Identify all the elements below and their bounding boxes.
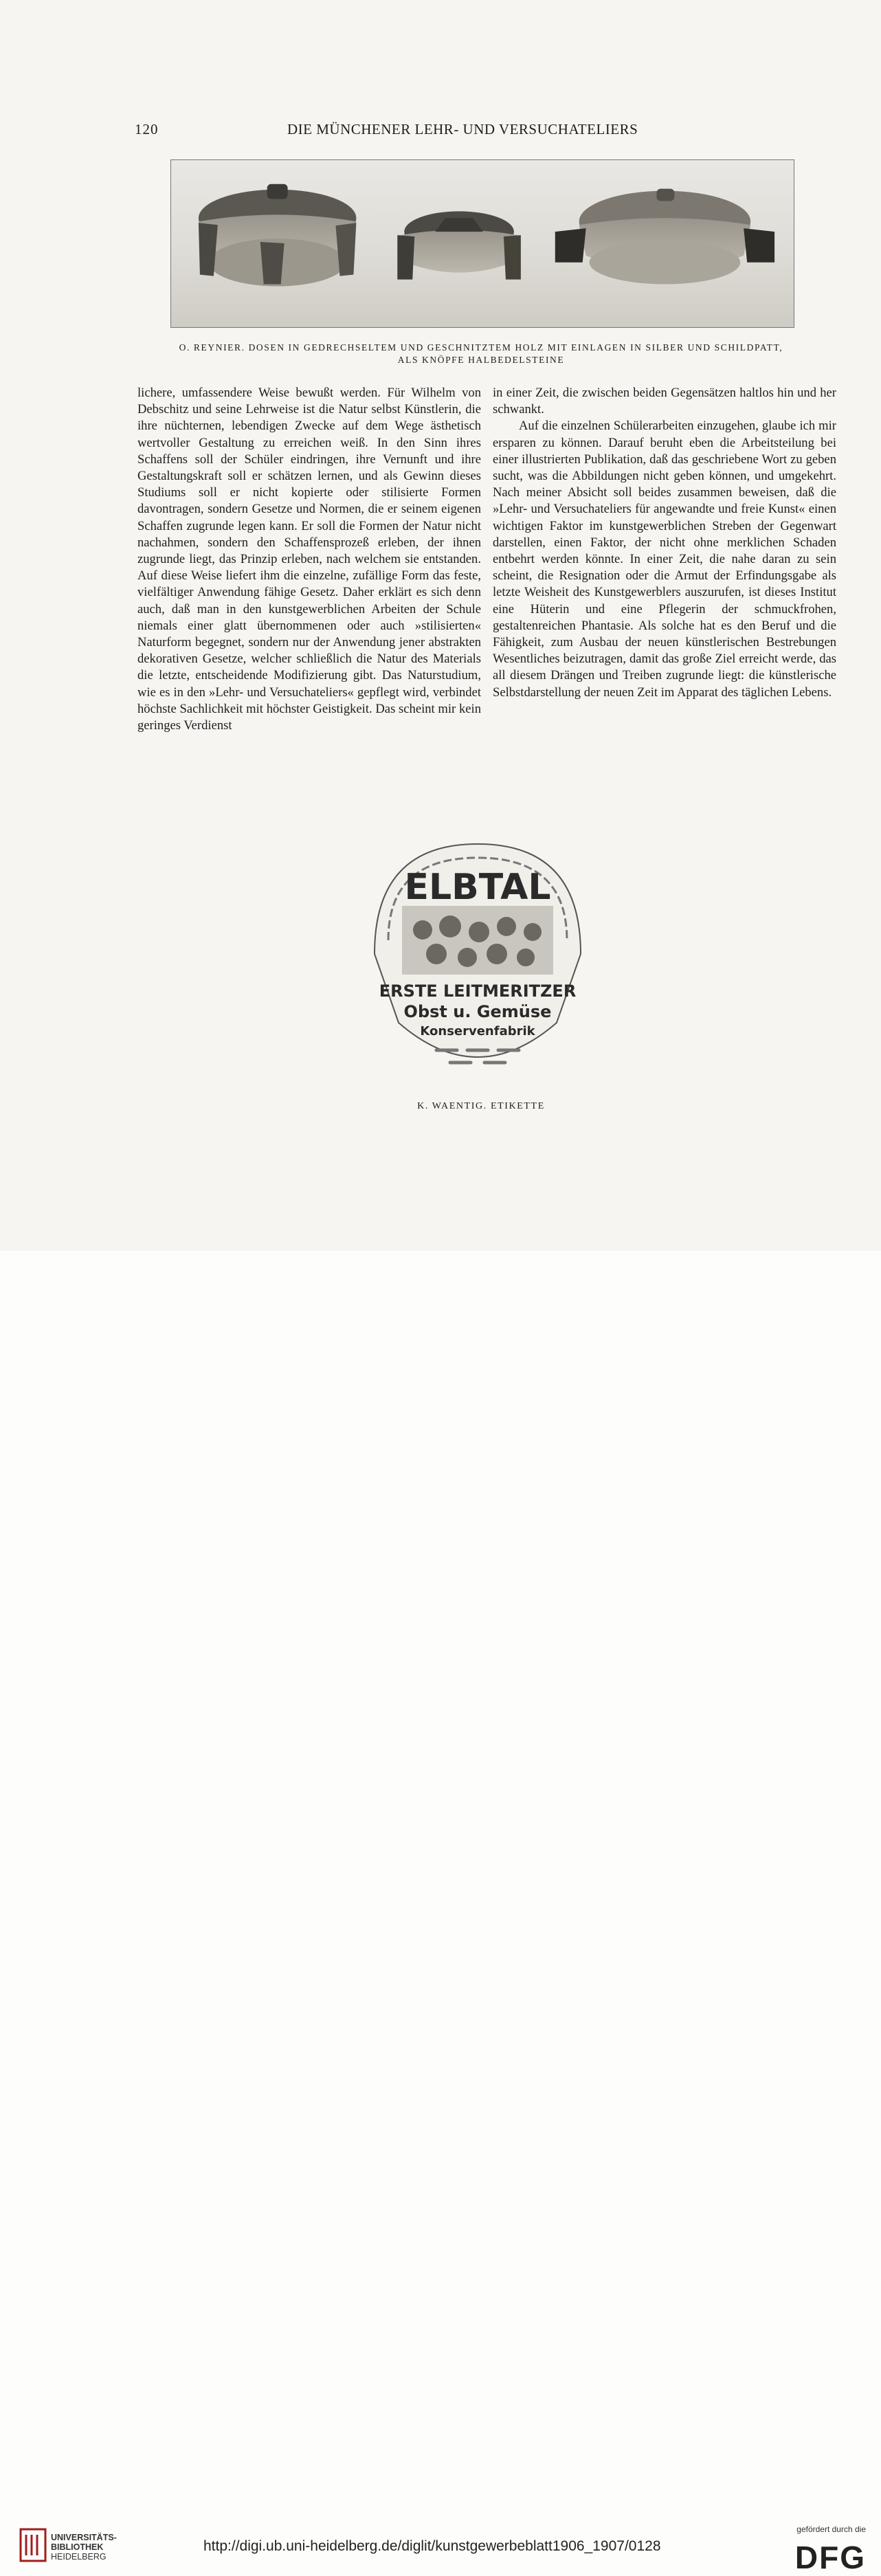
elbtal-label-graphic bbox=[361, 817, 594, 1085]
library-name-line-2: BIBLIOTHEK bbox=[51, 2542, 104, 2552]
text-column-right bbox=[493, 385, 836, 701]
library-name-line-1: UNIVERSITÄTS- bbox=[51, 2533, 117, 2542]
label-line-4: Konservenfabrik bbox=[420, 1024, 535, 1039]
paragraph: in einer Zeit, die zwischen beiden Gegensätzen haltlos hin und her schwankt. bbox=[493, 386, 836, 417]
photo-caption-line-1: O. REYNIER. DOSEN IN GEDRECHSELTEM UND GESCHNITZTEM HOLZ MIT EINLAGEN IN SILBER UND SCHILDPATT, bbox=[179, 342, 783, 353]
label-line-2: ERSTE LEITMERITZER bbox=[379, 981, 577, 1001]
funding-note: gefördert durch die bbox=[796, 2524, 866, 2534]
turned-wooden-boxes-image bbox=[171, 160, 794, 327]
label-line-3: Obst u. Gemüse bbox=[403, 1002, 552, 1021]
boxes-photograph bbox=[170, 159, 794, 328]
running-title: DIE MÜNCHENER LEHR- UND VERSUCHATELIERS bbox=[287, 121, 638, 137]
library-name bbox=[51, 2533, 117, 2562]
label-brand-text: ELBTAL bbox=[404, 867, 551, 908]
label-caption: K. WAENTIG. ETIKETTE bbox=[417, 1101, 545, 1111]
photo-caption-line-2: ALS KNÖPFE HALBEDELSTEINE bbox=[397, 355, 565, 365]
page-number: 120 bbox=[135, 121, 159, 137]
university-library-logo-icon bbox=[19, 2528, 47, 2562]
scanned-page bbox=[0, 0, 881, 1251]
dfg-logo: DFG bbox=[794, 2540, 866, 2575]
text-column-left bbox=[137, 385, 481, 734]
paragraph: Auf die einzelnen Schülerarbeiten einzugehen, glaube ich mir ersparen zu können. Darauf beruht eben die Arbeitsteilung bei einer illustrierten Publikation, daß das geschriebene Wort zu geben sucht, was die Abbildungen nicht geben können, und umgekehrt. Nach meiner Absicht soll beides zusammen beweisen, daß die »Lehr- und Versuchateliers für angewandte und freie Kunst« einen wichtigen Faktor im kunstgewerblichen Streben der Gegenwart darstellen, einen Faktor, der nicht ohne merklichen Schaden entbehrt werden könnte. In einer Zeit, die nahe daran zu sein scheint, die Resignation oder die Armut der Erfindungsgabe als letzte Weisheit des Kunstgewerblers auszurufen, ist dieses Institut eine Hüterin und eine Pflegerin der schmuckfrohen, gestaltenreichen Phantasie. Als solche hat es den Beruf und die Fähigkeit, zum Ausbau der neuen künstlerischen Bestrebungen Wesentliches beizutragen, damit das große Ziel erreicht werde, das all diesem Drängen und Treiben zugrunde liegt: die künstlerische Selbstdarstellung der neuen Zeit im Apparat des täglichen Lebens. bbox=[493, 419, 836, 700]
permalink-url[interactable]: http://digi.ub.uni-heidelberg.de/diglit/kunstgewerbeblatt1906_1907/0128 bbox=[203, 2538, 661, 2554]
elbtal-label-illustration bbox=[361, 817, 594, 1085]
digitization-footer bbox=[0, 1251, 881, 2575]
running-head bbox=[135, 121, 822, 142]
paragraph: lichere, umfassendere Weise bewußt werden. Für Wilhelm von Debschitz und seine Lehrweise ist die Natur selbst Künstlerin, die ihre nüchternen, lebendigen Zwecke auf dem Wege ästhetisch wertvoller Gestaltung zu erreichen weiß. In den Sinn ihres Schaffens soll der Schüler eindringen, ihre Vernunft und ihre Gestaltungskraft soll er schätzen lernen, und als Gewinn dieses Studiums soll er nicht kopierte oder stilisierte Formen davontragen, sondern Gesetze und Normen, die er seinem eigenen Schaffen zugrunde legen kann. Er soll die Formen der Natur nicht nachahmen, sondern den Schaffensprozeß erleben, der ihnen zugrunde liegt, das Prinzip erleben, nach welchem sie entstanden. Auf diese Weise liefert ihm die einzelne, zufällige Form das feste, vielfältiger Anwendung fähige Gesetz. Daher erklärt es sich denn auch, daß man in den kunstgewerblichen Arbeiten der Schule niemals einer glatt übernommenen oder auch »stilisierten« Naturform begegnet, sondern nur der Anwendung jener abstrakten dekorativen Gesetze, welcher schließlich die Natur des Materials die letzte, entscheidende Modifizierung gibt. Das Naturstudium, wie es in den »Lehr- und Versuchateliers« gepflegt wird, verbindet höchste Sachlichkeit mit höchster Geistigkeit. Das scheint mir kein geringes Verdienst bbox=[137, 386, 481, 733]
library-name-line-3: HEIDELBERG bbox=[51, 2552, 107, 2562]
photo-caption bbox=[137, 342, 825, 366]
